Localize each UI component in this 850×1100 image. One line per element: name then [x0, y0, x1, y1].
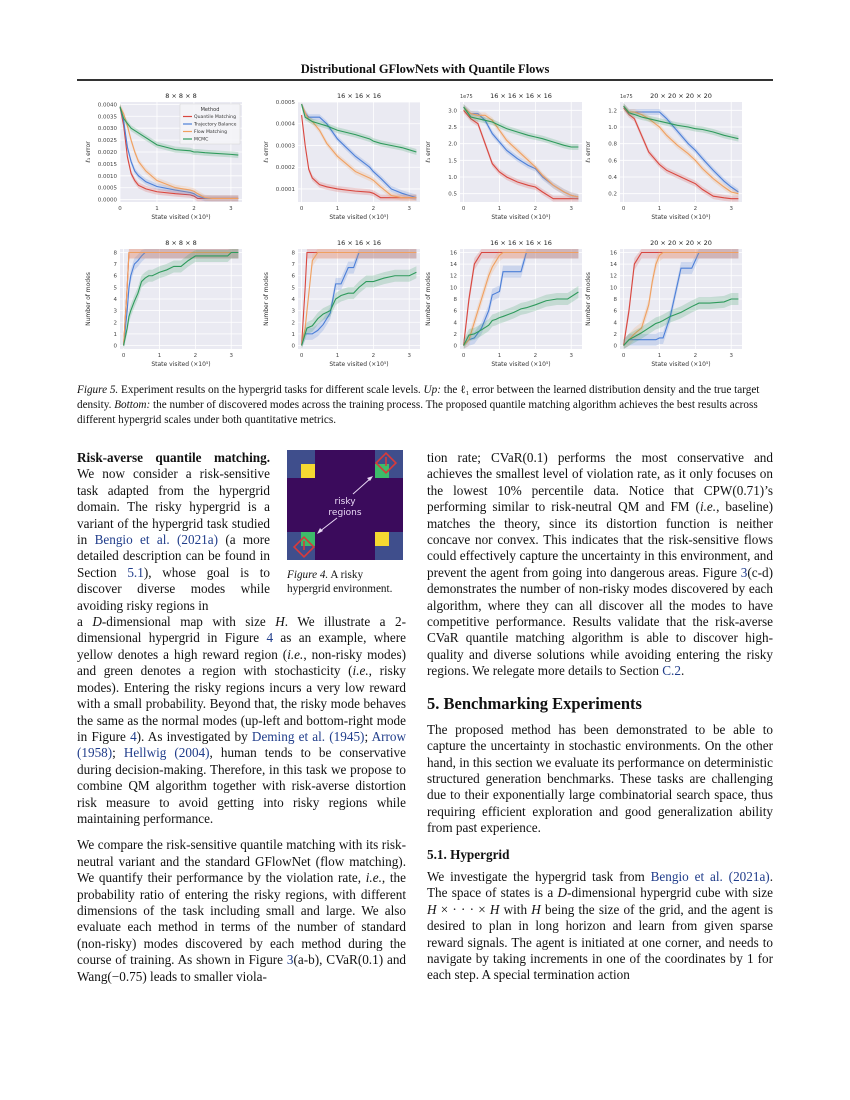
y-tick-label: 1	[113, 331, 117, 338]
y-tick-label: 0.0015	[97, 161, 117, 168]
text: × · · · ×	[436, 901, 490, 917]
y-tick-label: 0.6	[608, 158, 617, 165]
y-axis-label: Number of modes	[585, 272, 592, 326]
text: tion rate; CVaR(0.1) performs the most conservative and achieves the smallest level of violation rate, as it only focuses on the lowest 10% percentile data. Notice that CPW(0.71)’s performing similar to risk-neutral QM and FM (	[427, 450, 773, 515]
caption-bottom-label: Bottom:	[114, 399, 151, 411]
x-axis-label: State visited (×10⁵)	[491, 361, 551, 368]
legend-entry: Trajectory Balance	[194, 122, 237, 128]
subplot-modes-8x8x8	[78, 235, 256, 380]
y-tick-label: 8	[291, 250, 295, 257]
y-axis-label: ℓ₁ error	[85, 141, 92, 163]
text: a	[77, 614, 93, 630]
y-tick-label: 0	[113, 343, 117, 350]
subplot-modes-20x20x20x20	[578, 235, 756, 380]
y-tick-label: 1.2	[608, 108, 617, 115]
x-axis-label: State visited (×10⁵)	[651, 361, 711, 368]
x-tick-label: 3	[569, 353, 573, 359]
y-tick-label: 0.0020	[97, 150, 117, 156]
x-tick-label: 2	[533, 206, 538, 212]
text: (a-b), CVaR(0.1) and Wang(−0.75) leads to smaller viola-	[77, 952, 407, 984]
text: . We illustrate a 2-dimensional hypergrid in Figure	[77, 614, 406, 646]
x-tick-label: 3	[729, 206, 733, 212]
y-tick-label: 2	[113, 320, 117, 327]
left-column	[77, 450, 406, 985]
subplot-l1-20x20x20x20	[578, 88, 756, 233]
running-head: Distributional GFlowNets with Quantile Flows	[300, 62, 550, 76]
text: with	[499, 901, 532, 917]
y-tick-label: 0	[291, 343, 295, 350]
figure-link[interactable]: 3	[286, 952, 294, 968]
y-tick-label: 3	[113, 308, 117, 315]
paragraph-benchmarking: The proposed method has been demonstrated to be able to capture the uncertainty in stochastic environments. On the other hand, in this section we evaluate its performance on deterministic structured generation benchmarks. These tasks are challenging due to their exponentially large combinatorial search space, thus requiring efficient exploration and good generalization ability from past experience.	[427, 721, 773, 836]
x-tick-label: 1	[657, 206, 662, 212]
y-tick-label: 16	[450, 250, 457, 257]
x-axis-label: State visited (×10⁵)	[491, 214, 551, 221]
y-tick-label: 7	[113, 262, 117, 269]
subplot-title: 16 × 16 × 16	[337, 92, 381, 100]
x-tick-label: 0	[461, 353, 466, 359]
y-tick-label: 10	[610, 285, 617, 292]
x-tick-label: 0	[121, 353, 126, 359]
y-tick-label: 0.0001	[275, 186, 295, 193]
x-tick-label: 1	[335, 206, 340, 212]
subsection-heading: 5.1. Hypergrid	[427, 846, 510, 862]
y-tick-label: 4	[613, 320, 617, 327]
y-tick-label: 14	[450, 262, 457, 269]
x-tick-label: 2	[371, 206, 376, 212]
y-tick-label: 6	[613, 308, 617, 315]
paragraph-hypergrid	[427, 869, 773, 984]
y-tick-label: 0.4	[608, 175, 617, 181]
subplot-title: 8 × 8 × 8	[165, 92, 197, 100]
subplot-title: 20 × 20 × 20 × 20	[650, 92, 712, 100]
x-tick-label: 0	[299, 353, 304, 359]
x-tick-label: 2	[693, 206, 698, 212]
caption-label: Figure 4.	[287, 569, 329, 581]
y-tick-label: 6	[113, 273, 117, 280]
y-tick-label: 8	[113, 250, 117, 257]
text: -dimensional hypergrid cube with size	[567, 885, 773, 901]
paragraph-compare	[77, 837, 406, 985]
x-axis-label: State visited (×10⁵)	[329, 214, 389, 221]
x-tick-label: 3	[729, 353, 733, 359]
y-axis-label: ℓ₁ error	[585, 141, 592, 163]
y-tick-label: 2	[613, 331, 617, 338]
x-tick-label: 3	[407, 353, 411, 359]
subplot-modes-16x16x16x16	[418, 235, 596, 380]
x-tick-label: 2	[193, 353, 198, 359]
x-axis-label: State visited (×10⁵)	[151, 361, 211, 368]
x-axis-label: State visited (×10⁵)	[329, 361, 389, 368]
text: i.e.	[352, 663, 369, 679]
y-tick-label: 2.0	[448, 141, 457, 148]
text: We compare the risk-sensitive quantile matching with its risk-neutral variant and the standard GFlowNet (flow matching). We quantify their performance by the violation rate,	[77, 837, 406, 886]
paragraph-risk-averse-cont	[77, 614, 406, 827]
regions-label: regions	[328, 508, 362, 518]
x-tick-label: 0	[118, 206, 122, 212]
y-tick-label: 2	[453, 331, 457, 338]
right-column	[427, 450, 773, 984]
x-tick-label: 3	[407, 206, 411, 212]
y-tick-label: 1.0	[608, 125, 617, 131]
y-tick-label: 1	[291, 331, 295, 338]
x-tick-label: 1	[157, 353, 162, 359]
math-H: H	[427, 901, 437, 917]
y-tick-label: 0.0010	[97, 173, 117, 180]
section-link[interactable]: 5.1	[127, 564, 144, 580]
y-tick-label: 8	[453, 297, 457, 303]
y-tick-label: 0.0035	[97, 114, 117, 121]
figure-link[interactable]: 3	[740, 564, 748, 580]
text: , the probability ratio of entering the risky regions, with different dimensions of the task including small and large. We also evaluate each method in terms of the number of standard (non-risky) modes discovered by each method during the course of training. As shown in Figure	[77, 870, 406, 968]
caption-up-label: Up:	[423, 384, 441, 396]
math-D: D	[92, 614, 102, 630]
risky-label: risky	[334, 497, 356, 507]
y-tick-label: 10	[450, 285, 457, 292]
subplot-title: 16 × 16 × 16	[337, 239, 381, 247]
x-axis-label: State visited (×10⁵)	[651, 214, 711, 221]
figure-link[interactable]: 4	[266, 630, 274, 646]
citation-link[interactable]: Deming et al. (1945)	[251, 728, 365, 744]
x-tick-label: 0	[299, 206, 304, 212]
y-axis-label: ℓ₁ error	[263, 141, 270, 163]
caption-text: the number of discovered modes across the training process. The proposed quantile matching algorithm achieves the best results across different hypergrid scales under both quantitative metrics.	[77, 399, 758, 426]
text: ), whose goal is to discover diverse modes while avoiding risky regions in	[77, 564, 270, 613]
subplot-l1-16x16x16	[256, 88, 434, 233]
section-heading: 5. Benchmarking Experiments	[427, 693, 642, 713]
subplot-title: 16 × 16 × 16 × 16	[490, 239, 552, 247]
y-tick-label: 3.0	[448, 108, 457, 115]
subplot-l1-8x8x8	[78, 88, 256, 233]
text: , non-risky modes) and green denotes a region with stochasticity (	[77, 646, 406, 679]
x-tick-label: 1	[155, 206, 159, 212]
x-tick-label: 3	[229, 206, 233, 212]
caption-label: Figure 5.	[77, 384, 119, 396]
y-tick-label: 0.0025	[97, 138, 117, 145]
text: ;	[112, 745, 124, 761]
x-tick-label: 3	[569, 206, 573, 212]
caption-text: A risky hypergrid environment.	[287, 569, 393, 595]
y-tick-label: 14	[610, 262, 617, 269]
paragraph-violation-rate	[427, 450, 773, 680]
y-tick-label: 4	[113, 297, 117, 303]
caption-text: Experiment results on the hypergrid tasks for different scale levels.	[118, 384, 424, 396]
y-axis-label: Number of modes	[425, 272, 432, 326]
x-tick-label: 1	[497, 206, 502, 212]
y-tick-label: 3	[291, 308, 295, 315]
x-tick-label: 2	[192, 206, 196, 212]
subplot-title: 20 × 20 × 20 × 20	[650, 239, 712, 247]
subplot-modes-16x16x16	[256, 235, 434, 380]
y-axis-label: Number of modes	[263, 272, 270, 326]
legend-title: Method	[200, 107, 220, 113]
citation-link[interactable]: Bengio et al. (2021a)	[650, 868, 770, 884]
y-tick-label: 0	[613, 343, 617, 350]
math-D: D	[557, 885, 568, 901]
run-in-heading: Risk-averse quantile matching.	[77, 450, 270, 465]
x-tick-label: 1	[335, 353, 340, 359]
text: being the size of the grid, and the agent is desired to plan in long horizon and learn from given sparse reward signals. The agent is initiated at one corner, and needs to navigate by taking increments in one of the coordinates by 1 for each step. A special termination action	[427, 901, 773, 983]
x-tick-label: 1	[657, 353, 662, 359]
figure-5-grid	[78, 88, 788, 378]
y-axis-label: Number of modes	[85, 272, 92, 326]
citation-link[interactable]: Arrow (1958)	[77, 728, 407, 761]
text: (c-d) demonstrates the number of non-risky modes discovered by each algorithm, where they can all discover all the modes to have competitive performance. Results validate that the risk-averse CVaR quantile matching algorithm is able to discover high-quality and diverse solutions while avoiding entering the risky regions. We relegate more details to Section	[427, 564, 773, 679]
y-tick-label: 0.0003	[275, 143, 295, 150]
legend-entry: MCMC	[194, 137, 209, 143]
subplot-title: 8 × 8 × 8	[165, 239, 197, 247]
citation-link[interactable]: Hellwig (2004)	[123, 745, 210, 761]
text: We now consider a risk-sensitive task adapted from the hypergrid domain. The risky hypergrid is a variant of the hypergrid task studied in	[77, 466, 270, 548]
y-tick-label: 6	[453, 308, 457, 315]
x-tick-label: 2	[371, 353, 376, 359]
y-tick-label: 6	[291, 273, 295, 280]
figure-link[interactable]: 4	[130, 728, 137, 744]
x-tick-label: 1	[497, 353, 502, 359]
y-tick-label: 7	[291, 262, 295, 269]
text: (a more detailed description can be found in Section	[77, 532, 271, 580]
y-tick-label: 2.5	[448, 125, 457, 131]
x-tick-label: 2	[693, 353, 698, 359]
paragraph-risk-averse-intro	[77, 450, 270, 614]
x-tick-label: 0	[621, 353, 626, 359]
y-tick-label: 0.0005	[275, 100, 295, 106]
y-tick-label: 0.0005	[97, 185, 117, 192]
section-link[interactable]: C.2	[662, 663, 681, 679]
x-tick-label: 2	[533, 353, 538, 359]
text: We investigate the hypergrid task from	[427, 868, 651, 884]
y-tick-label: 1.0	[448, 175, 457, 181]
text: , risky modes). Entering the risky regions incurs a very low reward with a small probability. Beyond that, the risky mode behaves the same as the normal modes (up-left and bottom-right mode in Figure	[77, 663, 407, 744]
text: ). As investigated by	[136, 728, 252, 744]
y-tick-label: 16	[610, 250, 617, 257]
text: . The space of states is a	[427, 868, 773, 901]
y-tick-label: 0.0000	[97, 197, 117, 204]
y-tick-label: 4	[291, 297, 295, 303]
x-tick-label: 3	[229, 353, 233, 359]
y-tick-label: 2	[291, 320, 295, 327]
y-axis-label: ℓ₁ error	[425, 141, 432, 163]
y-tick-label: 0.0030	[97, 126, 117, 133]
caption-text: the ℓ₁ error between the learned distribution density and the true target density.	[77, 384, 760, 411]
y-tick-label: 1.5	[448, 158, 457, 165]
text: as an example, where yellow denotes a high reward region (	[77, 630, 406, 662]
y-tick-label: 12	[610, 273, 617, 280]
y-tick-label: 0.2	[608, 191, 617, 198]
text: , human tends to be conservative during decision-making. Therefore, in this task we propose to combine QM algorithm together with risk-averse distortion risk measure to avoid getting into risky regions while maintaining performance.	[77, 745, 406, 826]
x-tick-label: 0	[621, 206, 626, 212]
text: , baseline) matches the theory, since its distortion function is neither concave nor convex. This indicates that the risk-sensitive flows could effectively capture the uncertainty in this environment, and prevent the agent from going into dangerous areas. Figure	[427, 499, 773, 580]
x-tick-label: 0	[461, 206, 466, 212]
subplot-l1-16x16x16x16	[418, 88, 596, 233]
y-tick-label: 12	[450, 273, 457, 280]
text: i.e.	[699, 499, 717, 515]
legend-entry: Quantile Matching	[194, 115, 237, 120]
text: -dimensional map with size	[101, 614, 276, 630]
citation-link[interactable]: Bengio et al. (2021a)	[94, 532, 219, 548]
text: ;	[364, 728, 372, 744]
legend	[180, 104, 240, 144]
y-tick-label: 4	[453, 320, 457, 327]
header-rule	[77, 79, 773, 81]
text: .	[680, 663, 685, 679]
y-tick-label: 5	[113, 285, 117, 292]
figure-5-caption	[77, 383, 773, 428]
y-tick-label: 0.0040	[97, 102, 117, 109]
math-H: H	[489, 901, 500, 917]
y-tick-label: 0.0004	[275, 121, 295, 128]
scale-note: 1e75	[620, 94, 633, 100]
y-tick-label: 0.5	[448, 191, 457, 198]
x-axis-label: State visited (×10⁵)	[151, 214, 211, 221]
scale-note: 1e75	[460, 94, 473, 100]
legend-entry: Flow Matching	[194, 130, 228, 135]
y-tick-label: 8	[613, 297, 617, 303]
math-H: H	[531, 901, 541, 917]
y-tick-label: 0	[453, 343, 457, 350]
subplot-title: 16 × 16 × 16 × 16	[490, 92, 552, 100]
text: i.e.	[287, 646, 304, 662]
y-tick-label: 0.8	[608, 141, 617, 148]
y-tick-label: 0.0002	[275, 165, 295, 172]
y-tick-label: 5	[291, 285, 295, 292]
math-H: H	[275, 614, 285, 630]
text: i.e.	[365, 870, 382, 886]
